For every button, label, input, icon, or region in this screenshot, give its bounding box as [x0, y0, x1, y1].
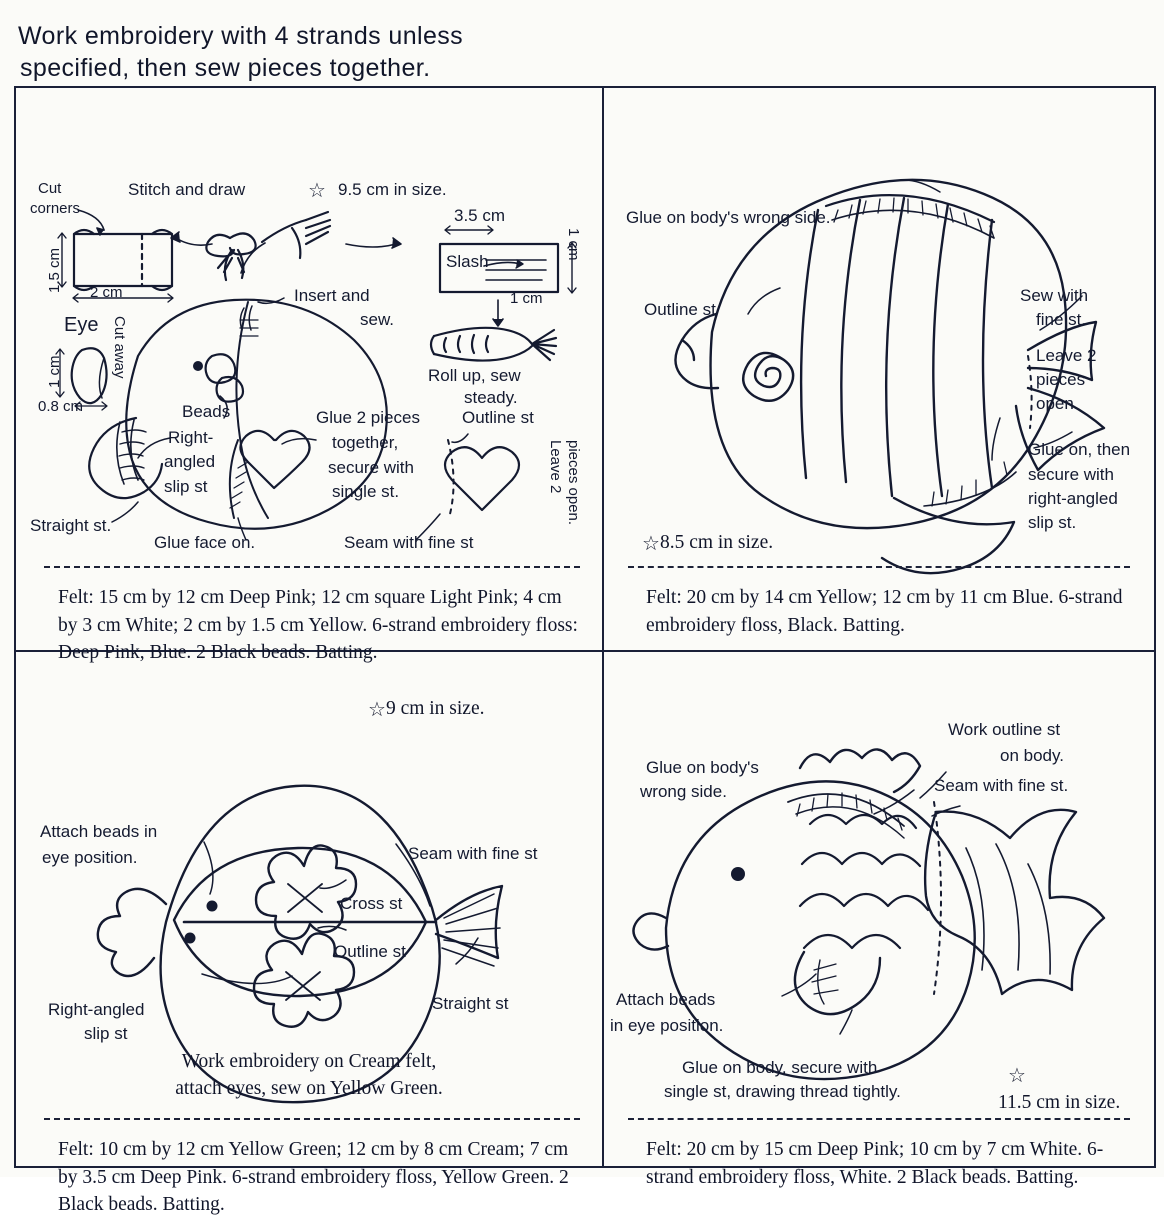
label-15cm: 1.5 cm	[46, 247, 63, 293]
label-in-eye-position: in eye position.	[610, 1016, 724, 1035]
label-right-angled-bl: Right-angled	[48, 1000, 145, 1019]
label-together: together,	[332, 433, 399, 452]
label-size-95: 9.5 cm in size.	[338, 180, 447, 199]
label-insert-and: Insert and	[294, 286, 370, 305]
label-sew: sew.	[360, 310, 395, 329]
label-glue-2-pieces: Glue 2 pieces	[316, 408, 420, 427]
label-glue-wrong-side: Glue on body's wrong side.	[626, 208, 831, 227]
materials-text-bottom-left: Felt: 10 cm by 12 cm Yellow Green; 12 cm by 8 cm Cream; 7 cm by 3.5 cm Deep Pink. 6-strand embroidery floss, Yellow Green. 2 Black beads. Batting.	[58, 1139, 569, 1216]
label-seam-fine-st: Seam with fine st	[344, 533, 474, 552]
label-steady: steady.	[464, 388, 518, 407]
panel-divider-dashed	[44, 566, 580, 568]
caption-line-2: attach eyes, sew on Yellow Green.	[175, 1078, 443, 1100]
panel-divider-dashed	[628, 566, 1130, 568]
materials-text-top-right: Felt: 20 cm by 14 cm Yellow; 12 cm by 11 cm Blue. 6-strand embroidery floss, Black. Batting.	[646, 587, 1123, 636]
label-slip-st: slip st	[164, 477, 208, 496]
size-text-bottom-right: 11.5 cm in size.	[998, 1092, 1121, 1113]
label-right-angled-1: Right-	[168, 428, 214, 447]
label-cross-st: Cross st	[340, 894, 403, 913]
label-glue-on-then: Glue on, then	[1028, 440, 1131, 459]
label-1cm-eye: 1 cm	[46, 355, 63, 388]
page-title-line-1: Work embroidery with 4 strands unless	[18, 22, 464, 50]
label-cut: Cut	[38, 180, 62, 197]
label-beads: Beads	[182, 402, 231, 421]
label-attach-beads: Attach beads in	[40, 822, 158, 841]
size-text-bottom-left: 9 cm in size.	[385, 698, 485, 719]
label-attach-beads-br: Attach beads	[616, 990, 716, 1009]
panel-divider-dashed	[628, 1118, 1130, 1120]
caption-bottom-left	[16, 1048, 602, 1103]
label-glue-body-wrong: Glue on body's	[646, 758, 759, 777]
label-stitch-and-draw: Stitch and draw	[128, 180, 246, 199]
label-roll-up: Roll up, sew	[428, 366, 521, 385]
label-right-angled-2: angled	[164, 452, 216, 471]
label-slip-st-bl: slip st	[84, 1024, 128, 1043]
label-1cm-right: 1 cm	[565, 228, 582, 261]
label-eye-position: eye position.	[42, 848, 138, 867]
label-right-angled-tr: right-angled	[1028, 489, 1118, 508]
label-leave-2: Leave 2	[547, 440, 564, 494]
materials-text-top-left: Felt: 15 cm by 12 cm Deep Pink; 12 cm square Light Pink; 4 cm by 3 cm White; 2 cm by 1.5 cm Yellow. 6-strand embroidery floss: Deep Pink, Blue. 2 Black beads. Batting.	[58, 587, 578, 664]
size-text-top-right: 8.5 cm in size.	[659, 532, 774, 553]
label-glue-face-on: Glue face on.	[154, 533, 256, 552]
label-open-tr: open.	[1036, 394, 1079, 413]
label-wrong-side: wrong side.	[640, 782, 727, 801]
label-slash: Slash	[446, 252, 489, 271]
label-cut-away: Cut away	[111, 316, 128, 379]
label-outline-st: Outline st	[462, 408, 534, 427]
label-slip-st-tr: slip st.	[1028, 513, 1077, 532]
label-2cm: 2 cm	[90, 284, 123, 301]
yellow-green-fish-panel	[16, 652, 602, 1216]
label-1cm-down: 1 cm	[510, 290, 543, 307]
label-single-st-drawing: single st, drawing thread tightly.	[664, 1082, 901, 1101]
label-work-outline-st: Work outline st	[948, 720, 1061, 739]
label-fine-st: fine st.	[1036, 310, 1087, 329]
page-title-line-2: specified, then sew pieces together.	[20, 54, 431, 82]
label-08cm: 0.8 cm	[38, 398, 84, 415]
label-outline-st-tr: Outline st	[644, 300, 716, 319]
label-corners: corners	[30, 200, 81, 217]
label-straight-st-bl: Straight st	[432, 994, 509, 1013]
label-leave-2-tr: Leave 2	[1036, 346, 1097, 365]
label-single-st: single st.	[332, 482, 400, 501]
panel-grid	[14, 86, 1156, 1216]
deep-pink-fish-panel	[16, 88, 602, 664]
label-seam-fine-st-bl: Seam with fine st	[408, 844, 538, 863]
label-secure-with-tr: secure with	[1028, 465, 1114, 484]
label-35cm: 3.5 cm	[454, 206, 506, 225]
label-pieces-open: pieces open.	[565, 440, 582, 526]
label-on-body: on body.	[1000, 746, 1064, 765]
panel-divider-dashed	[44, 1118, 580, 1120]
label-outline-st-bl: Outline st	[334, 942, 406, 961]
star-icon: ☆	[308, 180, 326, 202]
label-straight-st: Straight st.	[30, 516, 112, 535]
page-title	[18, 20, 718, 84]
deep-pink-goldfish-panel	[604, 652, 1154, 1188]
materials-text-bottom-right: Felt: 20 cm by 15 cm Deep Pink; 10 cm by 7 cm White. 6-strand embroidery floss, White. 2 Black beads. Batting.	[646, 1139, 1104, 1188]
label-eye: Eye	[64, 314, 99, 336]
label-secure-with: secure with	[328, 458, 414, 477]
label-pieces-tr: pieces	[1036, 370, 1086, 389]
star-icon: ☆	[642, 533, 660, 555]
yellow-angelfish-panel	[604, 88, 1154, 650]
label-seam-fine-st-br: Seam with fine st.	[934, 776, 1069, 795]
star-icon: ☆	[368, 699, 386, 721]
star-icon: ☆	[1008, 1065, 1026, 1087]
label-glue-on-body: Glue on body, secure with	[682, 1058, 878, 1077]
caption-line-1: Work embroidery on Cream felt,	[181, 1051, 437, 1072]
label-sew-with: Sew with	[1020, 286, 1089, 305]
